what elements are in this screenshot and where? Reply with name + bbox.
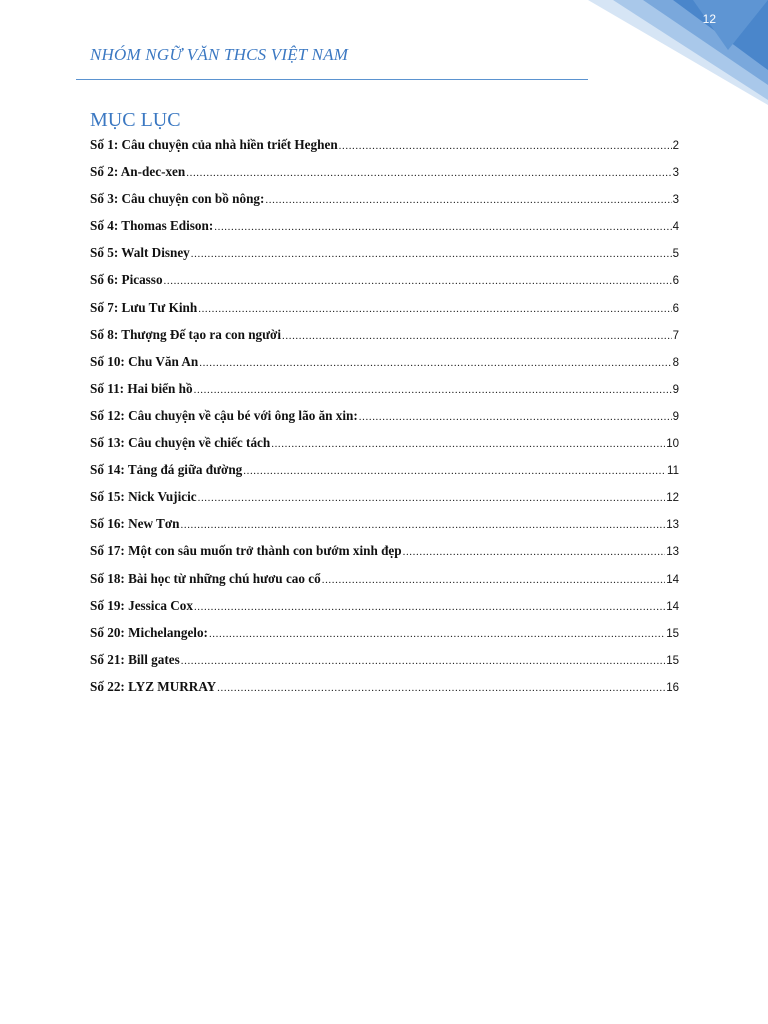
toc-entry-page: 8 (672, 356, 679, 369)
toc-dot-leader (339, 136, 672, 157)
toc-entry-page: 3 (672, 167, 679, 180)
toc-entry[interactable] (90, 324, 679, 351)
header-title: NHÓM NGỮ VĂN THCS VIỆT NAM (90, 45, 349, 64)
toc-entry[interactable] (90, 134, 679, 161)
toc-dot-leader (322, 570, 665, 591)
toc-entry-label: Số 15: Nick Vujicic (90, 489, 197, 505)
toc-dot-leader (217, 678, 665, 699)
toc-entry-page: 6 (672, 275, 679, 288)
toc-entry[interactable] (90, 568, 679, 595)
toc-dot-leader (164, 271, 672, 292)
toc-entry-page: 16 (666, 681, 679, 694)
toc-entry[interactable] (90, 188, 679, 215)
toc-entry[interactable] (90, 405, 679, 432)
toc-entry-page: 14 (666, 600, 679, 613)
toc-entry[interactable] (90, 459, 679, 486)
toc-entry[interactable] (90, 676, 679, 703)
toc-dot-leader (265, 190, 671, 211)
toc-entry[interactable] (90, 595, 679, 622)
toc-entry-label: Số 12: Câu chuyện về cậu bé với ông lão ăn xin: (90, 407, 358, 423)
toc-entry[interactable] (90, 649, 679, 676)
toc-entry[interactable] (90, 351, 679, 378)
toc-entry-label: Số 22: LYZ MURRAY (90, 678, 217, 694)
toc-dot-leader (181, 515, 666, 536)
toc-dot-leader (209, 624, 665, 645)
toc-dot-leader (186, 163, 671, 184)
toc-entry[interactable] (90, 378, 679, 405)
toc-dot-leader (194, 380, 672, 401)
toc-entry-page: 4 (672, 221, 679, 234)
toc-entry-label: Số 14: Tảng đá giữa đường (90, 462, 243, 478)
toc-entry[interactable] (90, 161, 679, 188)
toc-entry-page: 9 (672, 383, 679, 396)
toc-entry-label: Số 18: Bài học từ những chú hươu cao cổ (90, 570, 321, 586)
toc-entry-page: 14 (666, 573, 679, 586)
toc-entry-label: Số 13: Câu chuyện về chiếc tách (90, 435, 271, 451)
toc-entry-page: 3 (672, 194, 679, 207)
toc-entry-page: 15 (666, 627, 679, 640)
toc-entry-label: Số 21: Bill gates (90, 651, 180, 667)
toc-entry-page: 13 (666, 519, 679, 532)
toc-entry[interactable] (90, 540, 679, 567)
toc-entry[interactable] (90, 297, 679, 324)
toc-entry-label: Số 1: Câu chuyện của nhà hiền triết Heghen (90, 137, 338, 152)
toc-entry-label: Số 7: Lưu Tư Kinh (90, 299, 198, 315)
toc-entry-label: Số 2: An-dec-xen (90, 164, 186, 180)
toc-dot-leader (199, 353, 671, 374)
corner-decoration (588, 0, 768, 110)
toc-heading: MỤC LỤC (90, 109, 181, 131)
toc-dot-leader (359, 407, 672, 428)
toc-entry-label: Số 11: Hai biển hồ (90, 380, 193, 396)
toc-dot-leader (198, 488, 666, 509)
toc-entry-page: 13 (666, 546, 679, 559)
table-of-contents (90, 134, 679, 703)
toc-dot-leader (214, 217, 671, 238)
toc-entry-page: 15 (666, 654, 679, 667)
toc-dot-leader (191, 244, 672, 265)
toc-dot-leader (403, 542, 666, 563)
toc-entry[interactable] (90, 215, 679, 242)
toc-entry-page: 10 (666, 438, 679, 451)
toc-entry-label: Số 17: Một con sâu muốn trở thành con bướm xinh đẹp (90, 543, 402, 559)
toc-entry-label: Số 8: Thượng Đế tạo ra con người (90, 326, 282, 342)
toc-dot-leader (194, 597, 665, 618)
toc-entry-label: Số 10: Chu Văn An (90, 353, 199, 369)
toc-dot-leader (243, 461, 666, 482)
toc-entry-page: 6 (672, 302, 679, 315)
toc-entry-page: 5 (672, 248, 679, 261)
page-number: 12 (702, 12, 716, 26)
toc-entry-page: 9 (672, 410, 679, 423)
toc-entry-label: Số 19: Jessica Cox (90, 597, 193, 613)
toc-entry-label: Số 5: Walt Disney (90, 245, 190, 261)
toc-dot-leader (282, 326, 672, 347)
toc-entry[interactable] (90, 513, 679, 540)
toc-entry-label: Số 20: Michelangelo: (90, 624, 208, 640)
toc-dot-leader (181, 651, 665, 672)
toc-dot-leader (271, 434, 665, 455)
toc-entry[interactable] (90, 242, 679, 269)
toc-entry-label: Số 3: Câu chuyện con bồ nông: (90, 191, 265, 207)
toc-entry-page: 2 (672, 140, 679, 152)
toc-entry-label: Số 4: Thomas Edison: (90, 218, 214, 234)
toc-entry-label: Số 16: New Tơn (90, 516, 180, 532)
toc-entry-page: 12 (666, 492, 679, 505)
toc-dot-leader (198, 299, 671, 320)
toc-entry[interactable] (90, 622, 679, 649)
toc-entry-page: 7 (672, 329, 679, 342)
toc-entry[interactable] (90, 432, 679, 459)
toc-entry-page: 11 (667, 465, 679, 478)
toc-entry-label: Số 6: Picasso (90, 272, 163, 288)
header-rule (76, 79, 588, 80)
toc-entry[interactable] (90, 269, 679, 296)
toc-entry[interactable] (90, 486, 679, 513)
